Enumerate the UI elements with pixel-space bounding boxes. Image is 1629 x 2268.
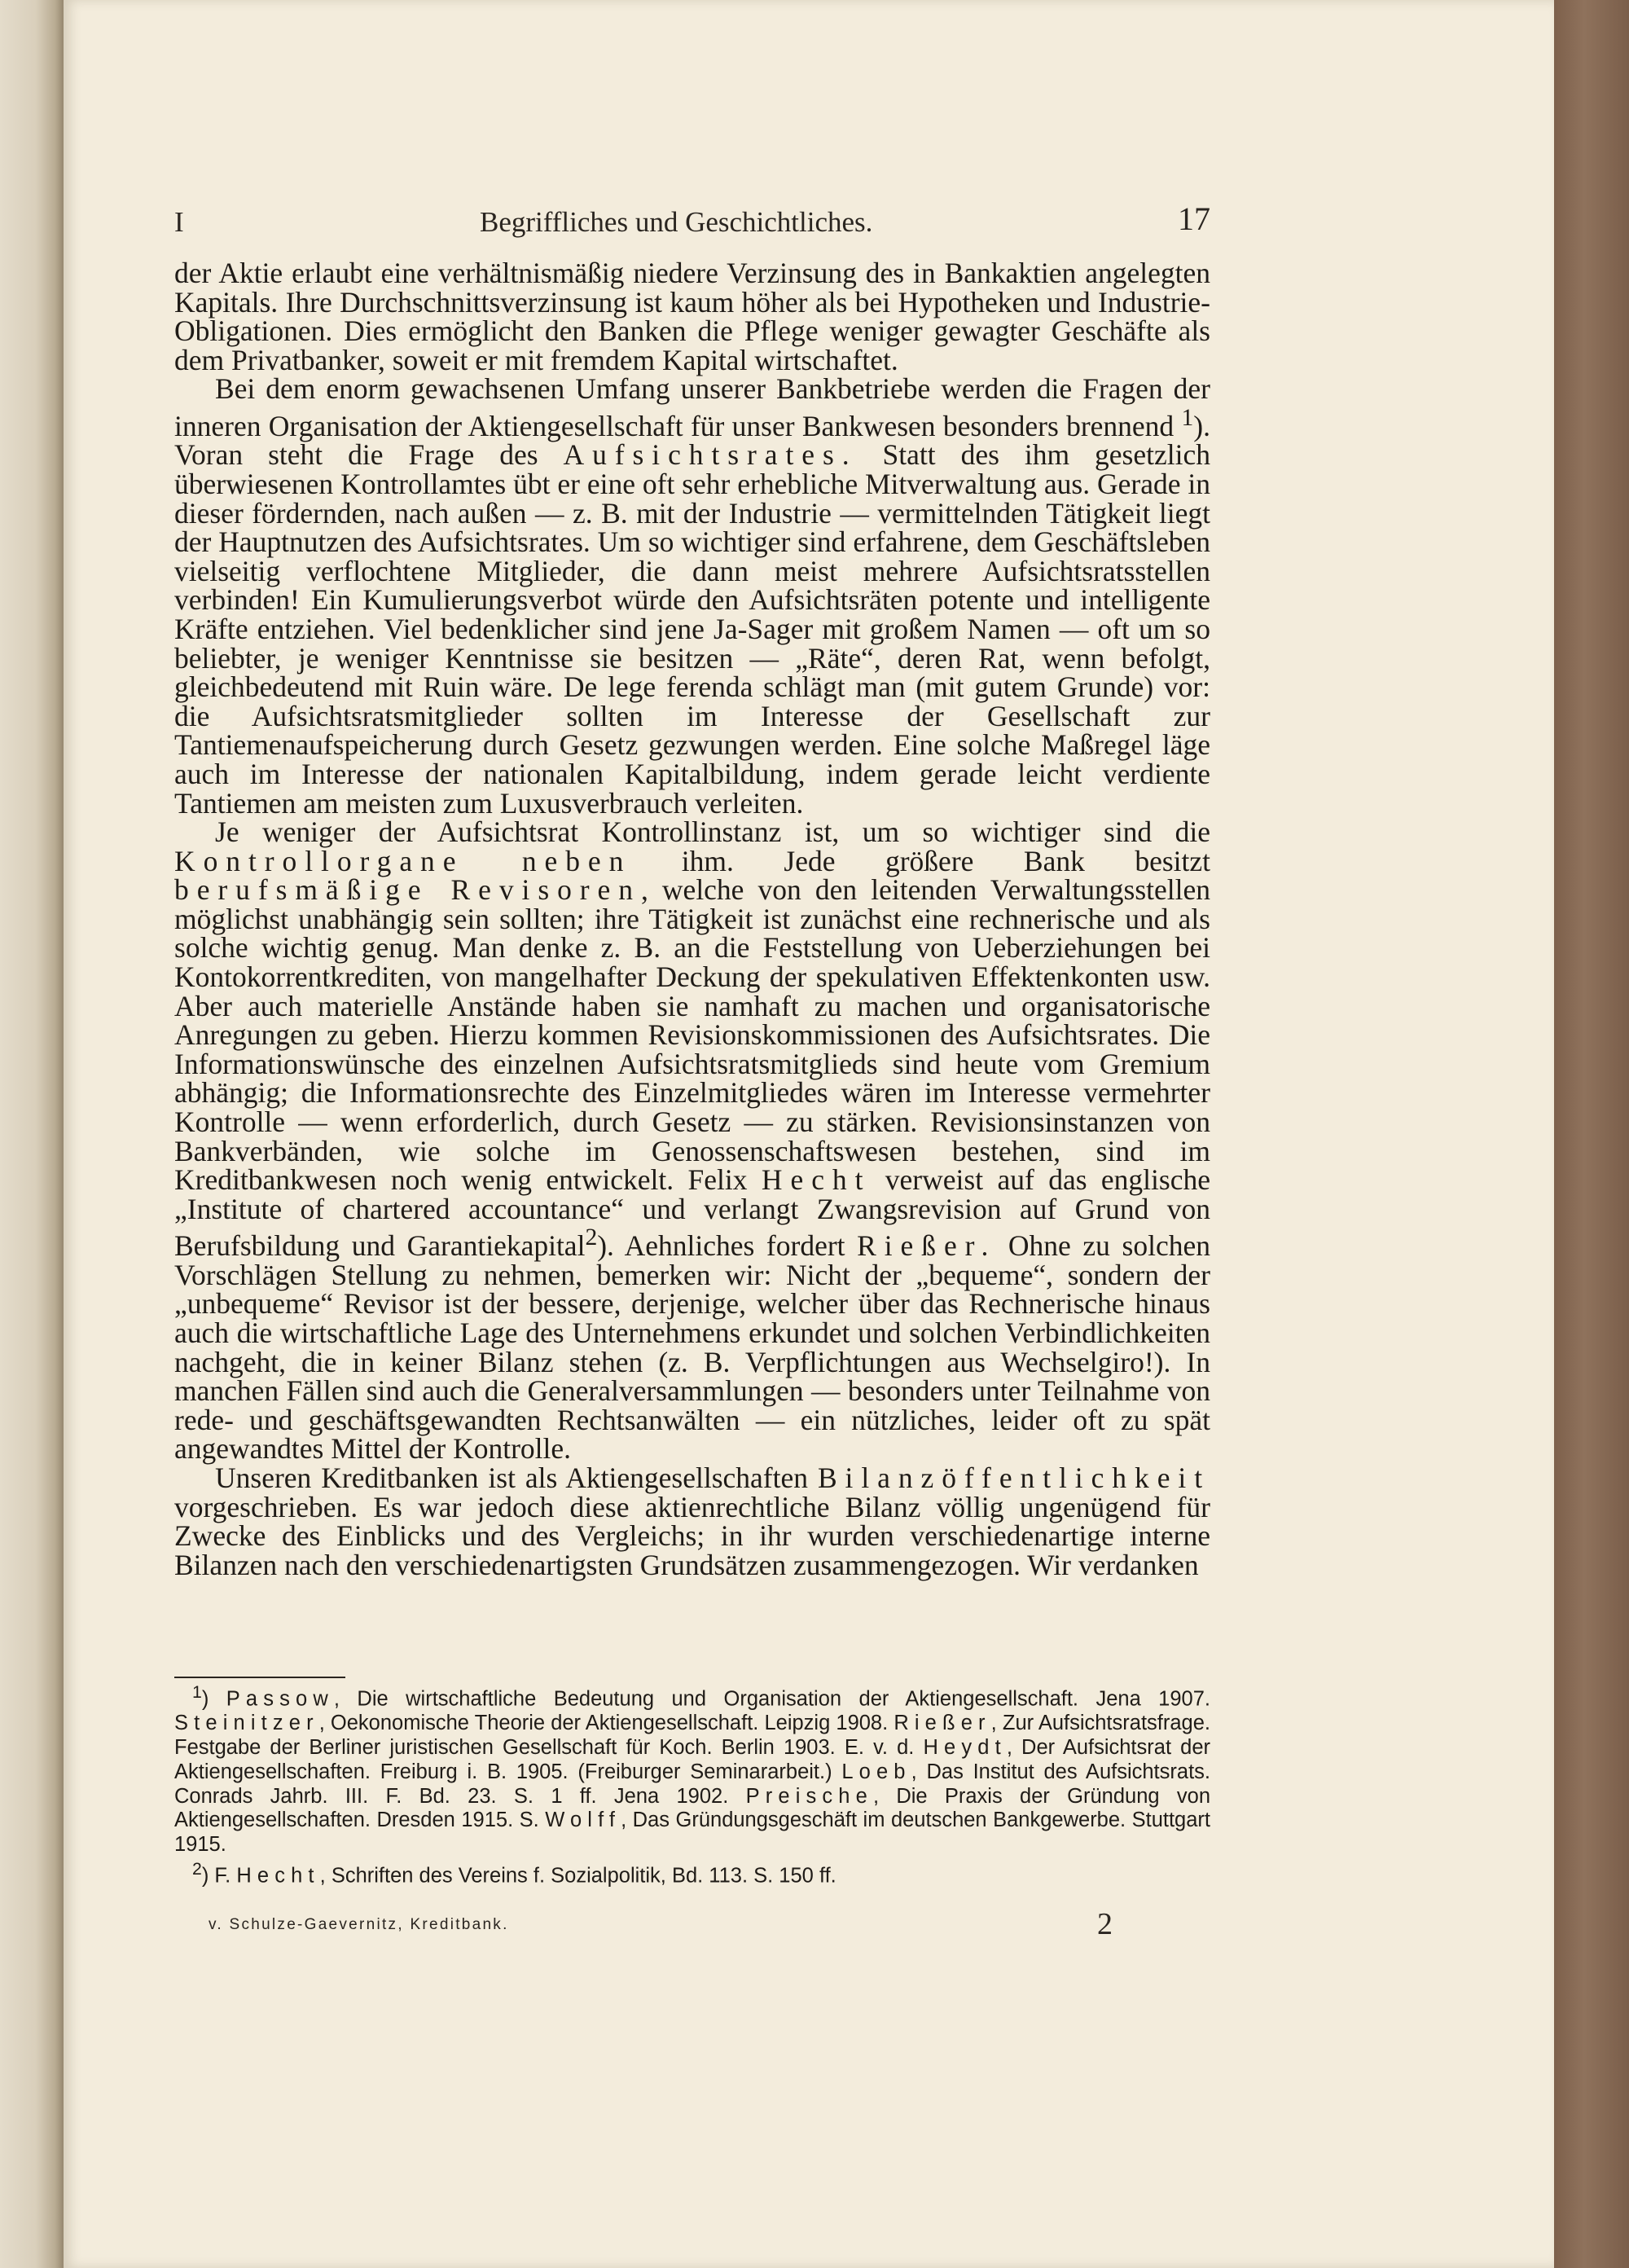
footnote: $^2$) F. Hecht, Schriften des Vereins f. Sozialpolitik, Bd. 113. S. 150 ff. — [192, 1859, 836, 1888]
spaced-emphasis: Aufsichtsrates. — [563, 438, 858, 472]
footnotes — [174, 1681, 1210, 1888]
book-binding-left — [0, 0, 65, 2268]
section-marker: I — [174, 206, 184, 238]
footnote-mark: 1 — [192, 1682, 202, 1702]
spaced-emphasis: Bilanzöffentlichkeit — [817, 1461, 1210, 1494]
spaced-emphasis: Rießer. — [857, 1229, 997, 1263]
footnote-ref: 1 — [1181, 404, 1194, 431]
spaced-emphasis: berufsmäßige Revisoren — [174, 873, 641, 907]
paragraph: Je weniger der Aufsichtsrat Kontrollinstanz ist, um so wichtiger sind die Kontrollorgane neben ihm. Jede größere Bank besitzt berufsmäßige Revisoren, welche von den leitenden Verwaltungsstellen möglichst unabhängig sein sollten; ihre Tätigkeit ist zunächst eine rechnerische und als solche wichtig genug. Man denke z. B. an die Feststellung von Ueberziehungen bei Kontokorrentkrediten, von mangelhafter Deckung der spekulativen Effektenkonten usw. Aber auch materielle Anstände haben sie namhaft zu machen und organisatorische Anregungen zu geben. Hierzu kommen Revisionskommissionen des Aufsichtsrates. Die Informationswünsche des einzelnen Aufsichtsratsmitglieds sind heute vom Gremium abhängig; die Informationsrechte des Einzelmitgliedes wären im Interesse vermehrter Kontrolle — wenn erforderlich, durch Gesetz — zu stärken. Revisionsinstanzen von Bankverbänden, wie solche im Genossenschaftswesen bestehen, sind im Kreditbankwesen noch wenig entwickelt. Felix Hecht verweist auf das englische „Institute of chartered accountance“ und verlangt Zwangsrevision auf Grund von Berufsbildung und Garantiekapital$^2$). Aehnliches fordert Rießer. Ohne zu solchen Vorschlägen Stellung zu nehmen, bemerken wir: Nicht der „bequeme“, sondern der „unbequeme“ Revisor ist der bessere, derjenige, welcher über das Rechnerische hinaus auch die wirtschaftliche Lage des Unternehmens erkundet und solchen Verbindlichkeiten nachgeht, die in keiner Bilanz stehen (z. B. Verpflichtungen aus Wechselgiro!). In manchen Fällen sind auch die Generalversammlungen — besonders unter Teilnahme von rede- und geschäftsgewandten Rechtsanwälten — ein nützliches, leider oft zu spät angewandtes Mittel der Kontrolle. — [174, 815, 1210, 1466]
running-title: Begriffliches und Geschichtliches. — [480, 206, 873, 238]
page-footer — [209, 1906, 1113, 1944]
footnote-mark: 2 — [192, 1859, 202, 1879]
book-cover-edge — [1554, 0, 1629, 2268]
paragraph: Unseren Kreditbanken ist als Aktiengesellschaften Bilanzöffentlichkeit vorgeschrieben. Es war jedoch diese aktienrechtliche Bilanz völlig ungenügend für Zwecke des Einblicks und des Vergleichs; in ihr wurden verschiedenartige interne Bilanzen nach den verschiedenartigsten Grundsätzen zusammengezogen. Wir verdanken — [174, 1461, 1210, 1581]
signature-line: v. Schulze-Gaevernitz, Kreditbank. — [209, 1916, 509, 1933]
paragraph: der Aktie erlaubt eine verhältnismäßig niedere Verzinsung des in Bankaktien angelegten Kapitals. Ihre Durchschnittsverzinsung ist kaum höher als bei Hypotheken und Industrie-Obligationen. Dies ermöglicht den Banken die Pflege weniger gewagter Geschäfte als dem Privatbanker, soweit er mit fremdem Kapital wirtschaftet. — [174, 257, 1210, 376]
page-number: 17 — [1178, 200, 1210, 237]
page-header — [174, 200, 1210, 240]
footnote-ref: 2 — [585, 1224, 598, 1251]
footnote-divider — [174, 1677, 345, 1678]
spaced-emphasis: Hecht — [761, 1163, 872, 1197]
footnote: $^1$) Passow, Die wirtschaftliche Bedeutung und Organisation der Aktiengesellschaft. Jena 1907. Steinitzer, Oekonomische Theorie der Aktiengesellschaft. Leipzig 1908. Rießer, Zur Aufsichtsratsfrage. Festgabe der Berliner juristischen Gesellschaft für Koch. Berlin 1903. E. v. d. Heydt, Der Aufsichtsrat der Aktiengesellschaften. Freiburg i. B. 1905. (Freiburger Seminararbeit.) Loeb, Das Institut des Aufsichtsrats. Conrads Jahrb. III. F. Bd. 23. S. 1 ff. Jena 1902. Preische, Die Praxis der Gründung von Aktiengesellschaften. Dresden 1915. S. Wolff, Das Gründungsgeschäft im deutschen Bankgewerbe. Stuttgart 1915. — [174, 1682, 1210, 1857]
spaced-emphasis: Kontrollorgane neben — [174, 844, 632, 877]
paragraph: Bei dem enorm gewachsenen Umfang unserer Bankbetriebe werden die Fragen der inneren Organisation der Aktiengesellschaft für unser Bankwesen besonders brennend $^1$). Voran steht die Frage des Aufsichtsrates. Statt des ihm gesetzlich überwiesenen Kontrollamtes übt er eine oft sehr erhebliche Mitverwaltung aus. Gerade in dieser fördernden, nach außen — z. B. mit der Industrie — vermittelnden Tätigkeit liegt der Hauptnutzen des Aufsichtsrates. Um so wichtiger sind erfahrene, dem Geschäftsleben vielseitig verflochtene Mitglieder, die dann meist mehrere Aufsichtsratsstellen verbinden! Ein Kumulierungsverbot würde den Aufsichtsräten potente und intelligente Kräfte entziehen. Viel bedenklicher sind jene Ja-Sager mit großem Namen — oft um so beliebter, je weniger Kenntnisse sie besitzen — „Räte“, deren Rat, wenn befolgt, gleichbedeutend mit Ruin wäre. De lege ferenda schlägt man (mit gutem Grunde) vor: die Aufsichtsratsmitglieder sollten im Interesse der Gesellschaft zur Tantiemenaufspeicherung durch Gesetz gezwungen werden. Eine solche Maßregel läge auch im Interesse der nationalen Kapitalbildung, indem gerade leicht verdiente Tantiemen am meisten zum Luxusverbrauch verleiten. — [174, 372, 1210, 820]
main-text — [174, 259, 1210, 1580]
sheet-signature: 2 — [1097, 1907, 1113, 1941]
